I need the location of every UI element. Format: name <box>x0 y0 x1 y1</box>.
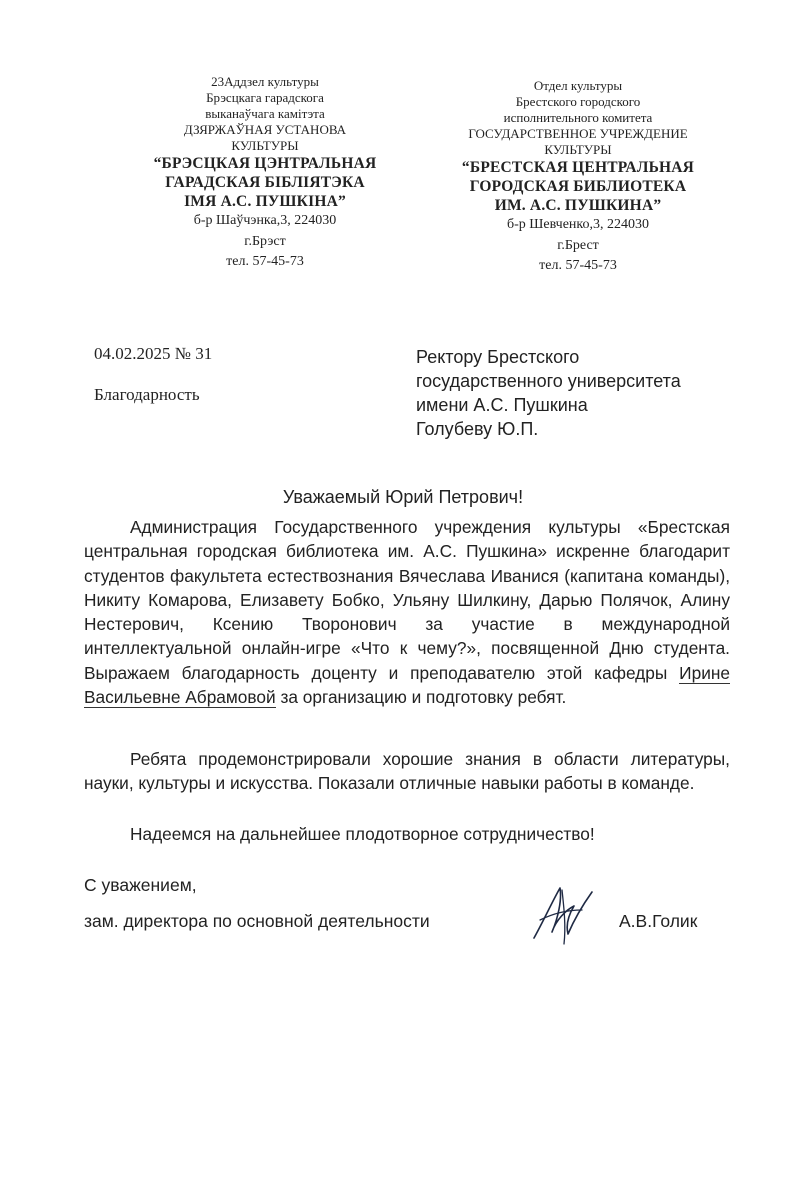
document-date-number: 04.02.2025 № 31 <box>94 344 213 363</box>
recipient-block <box>416 345 681 441</box>
organization-name: ИМ. А.С. ПУШКИНА” <box>494 197 662 214</box>
letterhead-russian <box>456 78 700 277</box>
address: б-р Шевченко,3, 224030 <box>506 217 650 232</box>
organization-name: ГАРАДСКАЯ БІБЛІЯТЭКА <box>165 174 365 191</box>
letterhead-line: КУЛЬТУРЫ <box>231 138 299 153</box>
body-paragraph <box>84 515 730 709</box>
city: г.Брест <box>557 237 599 253</box>
body-paragraph <box>84 747 730 796</box>
letterhead-line: исполнительного комитета <box>503 110 653 125</box>
paragraph-text: Администрация Государственного учреждения культуры «Брестская центральная городская библиотека им. А.С. Пушкина» искренне благодарит студентов факультета естествознания Вячеслава Иванися (капитана команды), Никиту Комарова, Елизавету Бобко, Ульяну Шилкину, Дарью Полячок, Алину Нестерович, Ксению Творонович за участие в международной интеллектуальной онлайн-игре «Что к чему?», посвященной Дню студента. Выражаем благодарность доценту и преподавателю этой кафедры <box>84 517 730 683</box>
paragraph-text: Надеемся на дальнейшее плодотворное сотрудничество! <box>130 824 595 844</box>
handwritten-signature <box>522 880 602 950</box>
salutation: Уважаемый Юрий Петрович! <box>282 487 524 507</box>
letterhead-belarusian <box>150 74 380 273</box>
recipient-line: Ректору Брестского <box>416 347 580 367</box>
phone: тел. 57-45-73 <box>539 258 617 273</box>
recipient-line: Голубеву Ю.П. <box>416 419 539 439</box>
highlighted-name: Ирине Васильевне Абрамовой <box>84 662 730 708</box>
address: б-р Шаўчэнка,3, 224030 <box>193 213 337 228</box>
recipient-line: имени А.С. Пушкина <box>416 395 588 415</box>
letterhead-line: выканаўчага камітэта <box>205 106 325 121</box>
signatory-position: зам. директора по основной деятельности <box>84 911 430 931</box>
letterhead-line: 23Аддзел культуры <box>211 74 319 89</box>
letterhead-line: Брэсцкага гарадскога <box>206 90 324 105</box>
letterhead-line: ДЗЯРЖАЎНАЯ УСТАНОВА <box>183 122 347 137</box>
phone: тел. 57-45-73 <box>226 254 304 269</box>
city: г.Брэст <box>244 233 286 249</box>
letterhead-line: ГОСУДАРСТВЕННОЕ УЧРЕЖДЕНИЕ <box>468 126 688 141</box>
organization-name: “БРЭСЦКАЯ ЦЭНТРАЛЬНАЯ <box>153 155 377 172</box>
letterhead-line: Брестского городского <box>515 94 641 109</box>
paragraph-text: за организацию и подготовку ребят. <box>275 687 567 708</box>
body-paragraph <box>84 822 730 846</box>
letterhead-line: КУЛЬТУРЫ <box>544 142 612 157</box>
paragraph-text: Ребята продемонстрировали хорошие знания в области литературы, науки, культуры и искусства. Показали отличные навыки работы в команде. <box>84 749 730 794</box>
letterhead-line: Отдел культуры <box>533 78 623 93</box>
signatory-name: А.В.Голик <box>619 911 698 931</box>
organization-name: “БРЕСТСКАЯ ЦЕНТРАЛЬНАЯ <box>461 159 695 176</box>
document-subject: Благодарность <box>94 385 200 404</box>
closing-regards: С уважением, <box>84 875 197 895</box>
organization-name: ІМЯ А.С. ПУШКІНА” <box>184 193 346 210</box>
organization-name: ГОРОДСКАЯ БИБЛИОТЕКА <box>469 178 687 195</box>
recipient-line: государственного университета <box>416 371 681 391</box>
